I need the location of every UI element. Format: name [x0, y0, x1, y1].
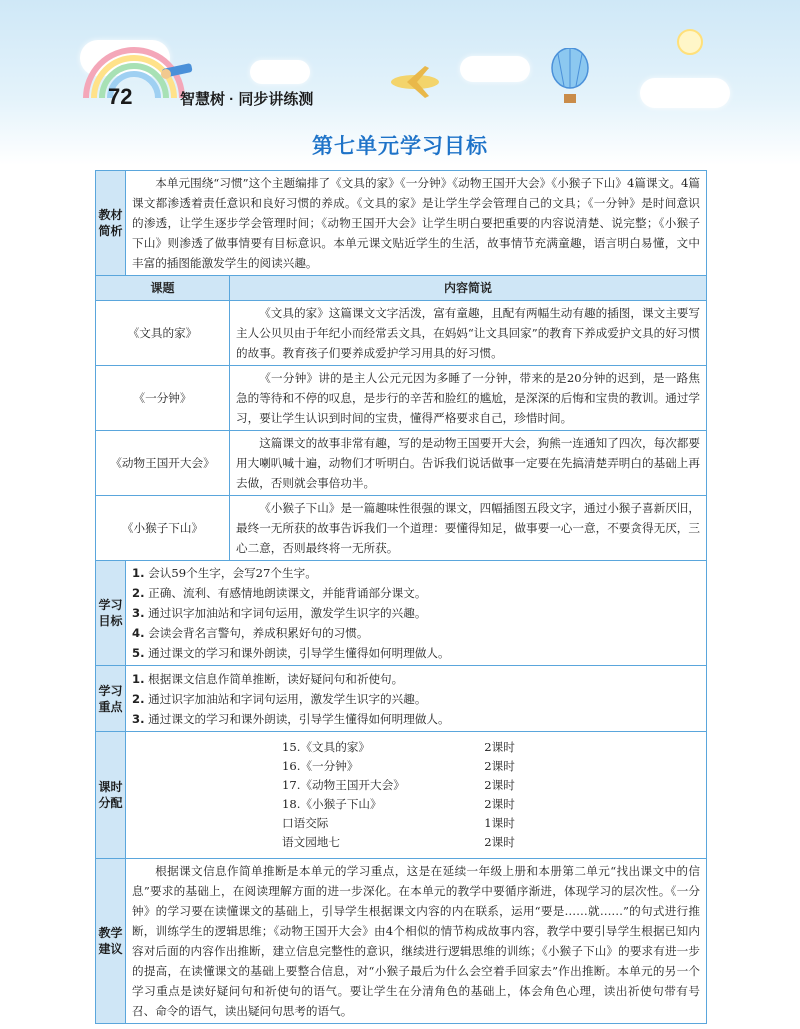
- cloud-decoration: [250, 60, 310, 84]
- key-points-row: [96, 666, 707, 732]
- learning-goals-cell: [126, 561, 707, 666]
- teaching-advice-label: 教学建议: [96, 859, 126, 1024]
- schedule-row: [96, 732, 707, 859]
- textbook-analysis-row: [96, 171, 707, 276]
- table-row: 口语交际 1课时: [282, 816, 515, 830]
- table-row: 17.《动物王国开大会》 2课时: [282, 778, 515, 792]
- list-item: 3. 通过识字加油站和字词句运用，激发学生识字的兴趣。: [132, 606, 427, 620]
- learning-goals-list: [132, 563, 700, 663]
- lesson-title: 《一分钟》: [96, 366, 230, 431]
- learning-goals-row: [96, 561, 707, 666]
- lesson-summary: 《一分钟》讲的是主人公元元因为多睡了一分钟，带来的是20分钟的迟到，是一路焦急的等待和不停的叹息，是步行的辛苦和脸红的尴尬，是深深的后悔和宝贵的教训。通过学习，要让学生认识到时间的宝贵，懂得严格要求自己，珍惜时间。: [236, 371, 700, 425]
- book-series-title: 智慧树 · 同步讲练测: [180, 91, 314, 108]
- cloud-decoration: [640, 78, 730, 108]
- lesson-title: 《动物王国开大会》: [96, 431, 230, 496]
- lesson-summary-cell: [230, 301, 707, 366]
- cloud-decoration: [460, 56, 530, 82]
- list-item: 4. 会读会背名言警句，养成积累好句的习惯。: [132, 626, 369, 640]
- list-item: 1. 会认59个生字，会写27个生字。: [132, 566, 317, 580]
- table-row: 16.《一分钟》 2课时: [282, 759, 515, 773]
- lesson-summary: 这篇课文的故事非常有趣，写的是动物王国要开大会，狗熊一连通知了四次，每次都要用大喇叭喊十遍，动物们才听明白。告诉我们说话做事一定要在先搞清楚弄明白的基础上再去做，否则就会事倍功半。: [236, 436, 700, 490]
- teaching-advice-row: [96, 859, 707, 1024]
- lesson-summary-cell: [230, 496, 707, 561]
- table-row: [96, 366, 707, 431]
- schedule-cell: [126, 732, 707, 859]
- table-row: 15.《文具的家》 2课时: [282, 740, 515, 754]
- table-row: [96, 496, 707, 561]
- list-item: 5. 通过课文的学习和课外朗读，引导学生懂得如何明理做人。: [132, 646, 450, 660]
- list-item: 3. 通过课文的学习和课外朗读，引导学生懂得如何明理做人。: [132, 711, 450, 726]
- textbook-analysis-text: 本单元围绕“习惯”这个主题编排了《文具的家》《一分钟》《动物王国开大会》《小猴子下山》4篇课文。4篇课文都渗透着责任意识和良好习惯的养成。《文具的家》是让学生学会管理自己的文具；《一分钟》是时间意识的渗透，让学生逐步学会管理时间；《动物王国开大会》让学生明白要把重要的内容说清楚、说完整；《小猴子下山》则渗透了做事情要有目标意识。本单元课文贴近学生的生活，故事情节充满童趣，语言明白易懂，文中丰富的插图能激发学生的阅读兴趣。: [132, 176, 700, 270]
- schedule-table: [282, 738, 515, 852]
- table-row: [96, 431, 707, 496]
- hot-air-balloon-icon: [548, 48, 592, 108]
- lesson-title: 《小猴子下山》: [96, 496, 230, 561]
- learning-goals-label: 学习目标: [96, 561, 126, 666]
- teaching-advice-cell: [126, 859, 707, 1024]
- table-row: 18.《小猴子下山》 2课时: [282, 797, 515, 811]
- lesson-title: 《文具的家》: [96, 301, 230, 366]
- lesson-summary: 《小猴子下山》是一篇趣味性很强的课文，四幅插图五段文字，通过小猴子喜新厌旧，最终一无所获的故事告诉我们一个道理：要懂得知足，做事要一心一意，不要贪得无厌，三心二意，否则最终将一无所获。: [236, 501, 700, 555]
- unit-goals-table: [95, 170, 707, 1024]
- table-row: [96, 301, 707, 366]
- key-points-list: [132, 669, 700, 729]
- sun-icon: [670, 22, 710, 62]
- list-item: 2. 正确、流利、有感情地朗读课文，并能背诵部分课文。: [132, 586, 427, 600]
- lesson-summary-cell: [230, 431, 707, 496]
- lesson-summary: 《文具的家》这篇课文文字活泼，富有童趣，且配有两幅生动有趣的插图，课文主要写主人公贝贝由于年纪小而经常丢文具，在妈妈“让文具回家”的教育下养成爱护文具的好习惯的故事。教育孩子们要养成爱护学习用具的好习惯。: [236, 306, 701, 360]
- lesson-summary-cell: [230, 366, 707, 431]
- textbook-analysis-label: 教材简析: [96, 171, 126, 276]
- list-item: 2. 通过识字加油站和字词句运用，激发学生识字的兴趣。: [132, 691, 427, 706]
- lesson-table-header: [96, 276, 707, 301]
- schedule-label: 课时分配: [96, 732, 126, 859]
- page-number: 72: [108, 84, 133, 109]
- airplane-icon: [385, 62, 445, 102]
- telescope-icon: [160, 58, 200, 82]
- table-row: 语文园地七 2课时: [282, 835, 515, 849]
- lesson-summary-header: 内容简说: [230, 276, 707, 301]
- page-title: 第七单元学习目标: [312, 134, 488, 158]
- key-points-cell: [126, 666, 707, 732]
- key-points-label: 学习重点: [96, 666, 126, 732]
- list-item: 1. 根据课文信息作简单推断，读好疑问句和祈使句。: [132, 671, 404, 686]
- textbook-analysis-cell: [126, 171, 707, 276]
- lesson-title-header: 课题: [96, 276, 230, 301]
- teaching-advice-text: 根据课文信息作简单推断是本单元的学习重点，这是在延续一年级上册和本册第二单元“找出课文中的信息”要求的基础上，在阅读理解方面的进一步深化。在本单元的教学中要循序渐进，体现学习的层次性。《一分钟》的学习要在读懂课文的基础上，引导学生根据课文内容的内在联系，运用“要是……就……”的句式进行推断，训练学生的逻辑思维；《动物王国开大会》由4个相似的情节构成故事内容，教学中要引导学生根据已知内容对后面的内容作出推断，建立信息完整性的意识，继续进行逻辑思维的训练；《小猴子下山》的要求有进一步的提高，在读懂课文的基础上要整合信息，对“小猴子最后为什么会空着手回家去”作出推断。本单元的另一个学习重点是读好疑问句和祈使句的语气。要让学生在分清角色的基础上，体会角色心理，读出祈使句带有号召、命令的语气，读出疑问句思考的语气。: [132, 864, 700, 1018]
